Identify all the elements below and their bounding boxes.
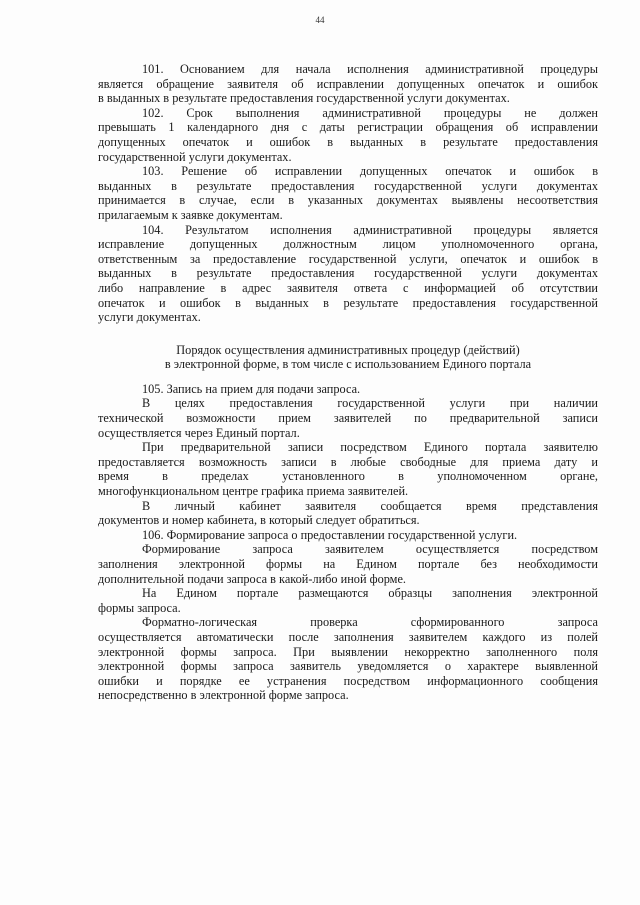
paragraph-line: 105. Запись на прием для подачи запроса. [142, 381, 361, 396]
paragraph-line: исправление допущенных должностным лицом уполномоченного органа, [98, 237, 598, 252]
section-heading-line-2: в электронной форме, в том числе с использованием Единого портала [164, 357, 532, 372]
paragraph-line: предоставляется возможность записи в любые свободные для приема дату и [98, 454, 598, 469]
paragraph-line: выданных в результате предоставления государственной услуги документах [98, 178, 598, 193]
page-number: 44 [315, 15, 325, 25]
paragraph-line: выданных в результате предоставления государственной услуги документах [98, 266, 598, 281]
section-105-106-paragraph [98, 615, 598, 703]
paragraph-line: либо направление в адрес заявителя ответа с информацией об отсутствии [98, 280, 598, 295]
paragraph-line: ответственным за предоставление государственной услуги, опечаток и ошибок в [98, 251, 598, 266]
paragraph-line: является обращение заявителя об исправлении допущенных опечаток и ошибок [98, 76, 598, 91]
section-105-106-paragraph [98, 528, 598, 543]
paragraph-line: документов и номер кабинета, в который следует обратиться. [98, 513, 420, 528]
section-105-106-paragraph [98, 440, 598, 498]
paragraph-line: 103. Решение об исправлении допущенных опечаток и ошибок в [142, 164, 598, 179]
section-heading-line-1: Порядок осуществления административных процедур (действий) [176, 342, 520, 357]
paragraph-line: Форматно-логическая проверка сформированного запроса [142, 615, 598, 630]
section-gap [98, 372, 598, 382]
paragraph-line: принимается в случае, если в указанных документах выявлены несоответствия [98, 193, 598, 208]
paragraph-line: непосредственно в электронной форме запроса. [98, 688, 349, 703]
section-gap [98, 325, 598, 343]
document-body [98, 62, 598, 703]
paragraph-line: прилагаемым к заявке документам. [98, 207, 283, 222]
paragraph-line: В целях предоставления государственной услуги при наличии [142, 396, 598, 411]
paragraph-line: электронной формы запроса заявитель уведомляется о характере выявленной [98, 659, 598, 674]
paragraph-line: технической возможности прием заявителей по предварительной записи [98, 411, 598, 426]
paragraph-line: ошибки и порядке ее устранения посредством информационного сообщения [98, 673, 598, 688]
paragraph-line: многофункциональном центре графика приема заявителей. [98, 484, 409, 499]
paragraph-line: 102. Срок выполнения административной процедуры не должен [142, 105, 598, 120]
section-101-104-paragraph [98, 223, 598, 325]
section-105-106-paragraph [98, 542, 598, 586]
section-105-106-paragraph [98, 499, 598, 528]
paragraph-line: 106. Формирование запроса о предоставлении государственной услуги. [142, 527, 518, 542]
paragraph-line: Формирование запроса заявителем осуществляется посредством [142, 542, 598, 557]
paragraph-line: 104. Результатом исполнения административной процедуры является [142, 222, 598, 237]
section-105-106-paragraph [98, 396, 598, 440]
paragraph-line: услуги документах. [98, 310, 201, 325]
paragraph-line: государственной услуги документах. [98, 149, 292, 164]
paragraph-line: электронной формы запроса. При выявлении некорректно заполненного поля [98, 644, 598, 659]
paragraph-line: формы запроса. [98, 600, 181, 615]
paragraph-line: дополнительной подачи запроса в какой-либо иной форме. [98, 571, 406, 586]
paragraph-line: В личный кабинет заявителя сообщается время представления [142, 498, 598, 513]
section-101-104-paragraph [98, 164, 598, 222]
paragraph-line: заполнения электронной формы на Едином портале без необходимости [98, 557, 598, 571]
section-105-106-paragraph [98, 586, 598, 615]
section-105-106-paragraph [98, 382, 598, 397]
paragraph-line: 101. Основанием для начала исполнения административной процедуры [142, 62, 598, 76]
paragraph-line: осуществляется автоматически после заполнения заявителем каждого из полей [98, 629, 598, 644]
paragraph-line: опечаток и ошибок в выданных в результате предоставления государственной [98, 295, 598, 310]
paragraph-line: время в пределах установленного в уполномоченном органе, [98, 469, 598, 484]
section-101-104-paragraph [98, 106, 598, 164]
paragraph-line: в выданных в результате предоставления государственной услуги документах. [98, 91, 510, 106]
paragraph-line: На Едином портале размещаются образцы заполнения электронной [142, 586, 598, 601]
paragraph-line: При предварительной записи посредством Единого портала заявителю [142, 440, 598, 455]
paragraph-line: превышать 1 календарного дня с даты регистрации обращения об исправлении [98, 120, 598, 135]
paragraph-line: допущенных опечаток и ошибок в выданных в результате предоставления [98, 134, 598, 149]
section-101-104-paragraph [98, 62, 598, 106]
paragraph-line: осуществляется через Единый портал. [98, 425, 300, 440]
